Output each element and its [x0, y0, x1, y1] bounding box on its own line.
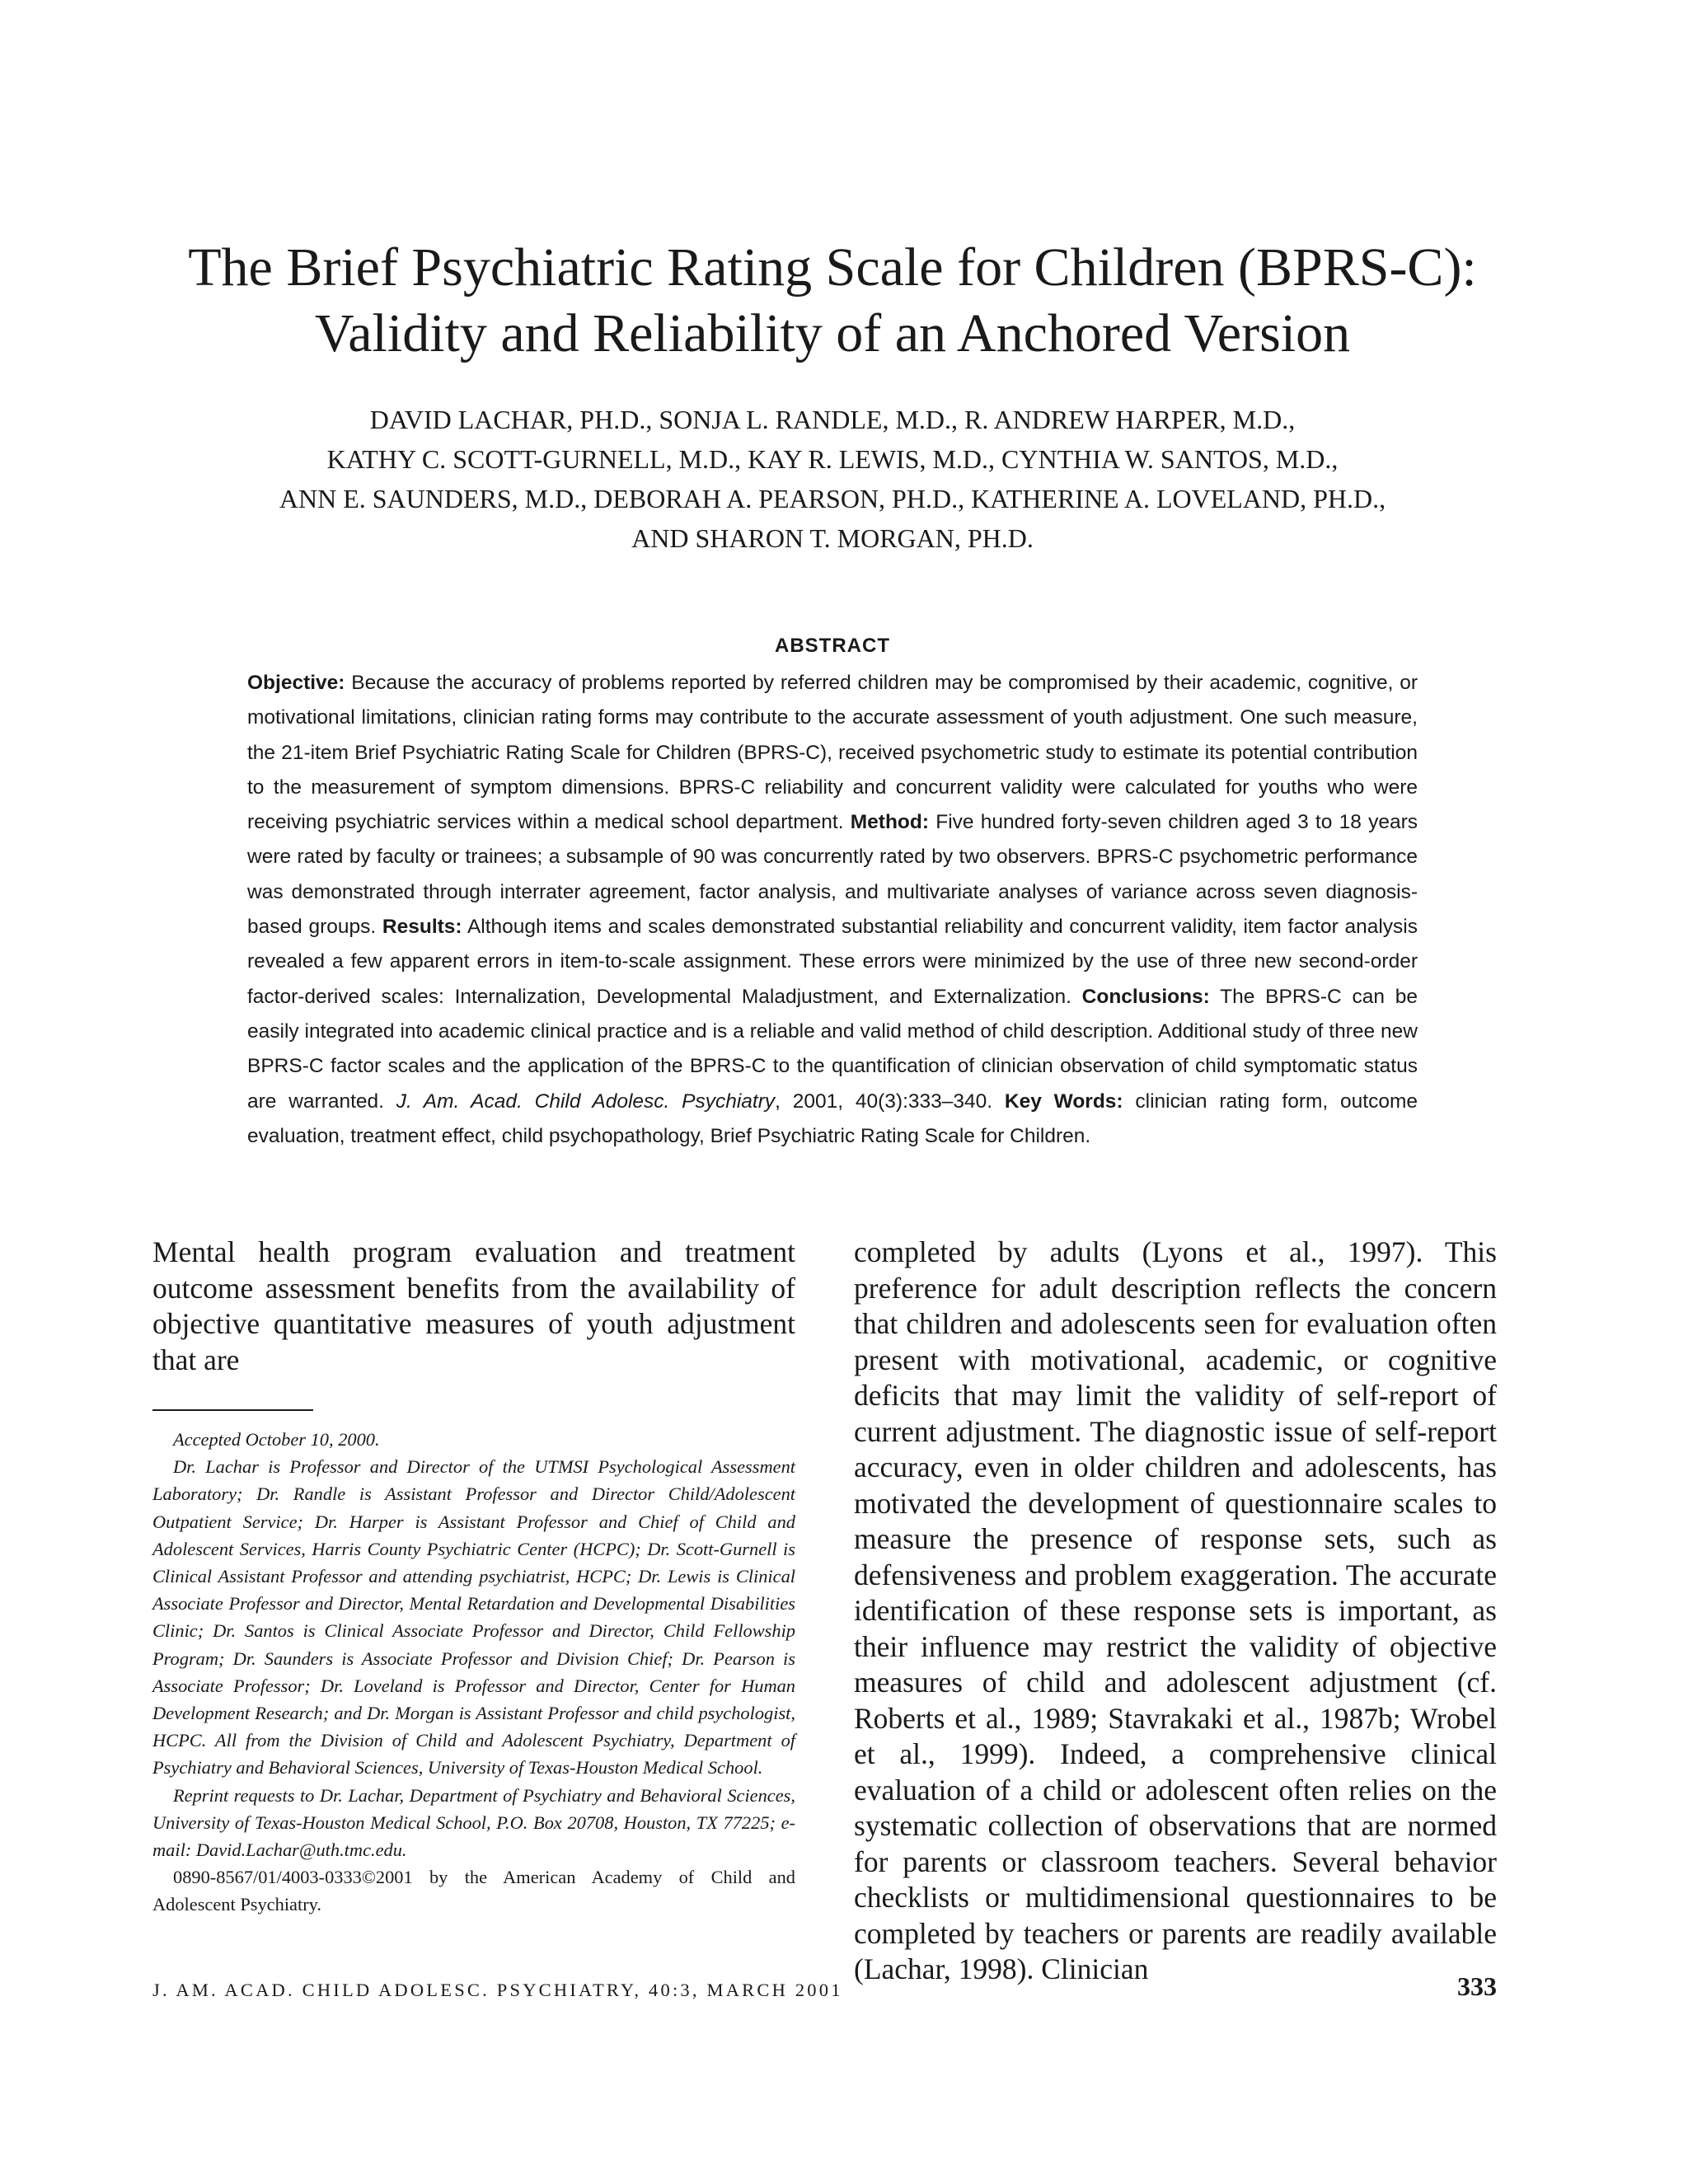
- title-line-1: The Brief Psychiatric Rating Scale for Children (BPRS-C):: [188, 237, 1477, 298]
- footnote-reprints: Reprint requests to Dr. Lachar, Department of Psychiatry and Behavioral Sciences, University of Texas-Houston Medical School, P.O. Box 20708, Houston, TX 77225; e-mail: David.Lachar@uth.tmc.edu.: [152, 1784, 795, 1861]
- citation-journal: J. Am. Acad. Child Adolesc. Psychiatry: [396, 1090, 776, 1113]
- objective-label: Objective:: [247, 672, 345, 694]
- article-title: [165, 235, 1500, 367]
- left-column: [152, 1235, 795, 1919]
- objective-text: Because the accuracy of problems reported by referred children may be compromised by their academic, cognitive, or motivational limitations, clinician rating forms may contribute to the accurate assessment of youth adjustment. One such measure, the 21-item Brief Psychiatric Rating Scale for Children (BPRS-C), received psychometric study to estimate its potential contribution to the measurement of symptom dimensions. BPRS-C reliability and concurrent validity were calculated for youths who were receiving psychiatric services within a medical school department.: [247, 672, 1418, 834]
- abstract-body: [247, 666, 1418, 1154]
- conclusions-label: Conclusions:: [1081, 985, 1210, 1008]
- results-label: Results:: [382, 916, 462, 939]
- title-line-2: Validity and Reliability of an Anchored Version: [314, 303, 1351, 363]
- method-text: Five hundred forty-seven children aged 3 to 18 years were rated by faculty or trainees; a subsample of 90 was concurrently rated by two observers. BPRS-C psychometric performance was demonstrated through interrater agreement, factor analysis, and multivariate analyses of variance across seven diagnosis-based groups.: [247, 811, 1418, 939]
- footer-journal-info: J. AM. ACAD. CHILD ADOLESC. PSYCHIATRY, 40:3, MARCH 2001: [152, 1980, 843, 2000]
- intro-paragraph-left: Mental health program evaluation and treatment outcome assessment benefits from the availability of objective quantitative measures of youth adjustment that are: [152, 1235, 795, 1376]
- page-number: 333: [1457, 1971, 1497, 2001]
- results-text: Although items and scales demonstrated substantial reliability and concurrent validity, item factor analysis revealed a few apparent errors in item-to-scale assignment. These errors were minimized by the use of three new second-order factor-derived scales: Internalization, Developmental Maladjustment, and Externalization.: [247, 916, 1418, 1008]
- keywords-label: Key Words:: [1004, 1090, 1123, 1113]
- intro-paragraph-right: completed by adults (Lyons et al., 1997). This preference for adult description reflects the concern that children and adolescents seen for evaluation often present with motivational, academic, or cognitive deficits that may limit the validity of self-report of current adjustment. The diagnostic issue of self-report accuracy, even in older children and adolescents, has motivated the development of questionnaire scales to measure the presence of response sets, such as defensiveness and problem exaggeration. The accurate identification of these response sets is important, as their influence may restrict the validity of objective measures of child and adolescent adjustment (cf. Roberts et al., 1989; Stavrakaki et al., 1987b; Wrobel et al., 1999). Indeed, a comprehensive clinical evaluation of a child or adolescent often relies on the systematic collection of observations that are normed for parents or classroom teachers. Several behavior checklists or multidimensional questionnaires to be completed by teachers or parents are readily available (Lachar, 1998). Clinician: [854, 1235, 1497, 1985]
- authors-line-1: DAVID LACHAR, PH.D., SONJA L. RANDLE, M.D., R. ANDREW HARPER, M.D.,: [369, 405, 1296, 434]
- citation-details: , 2001, 40(3):333–340.: [775, 1090, 1005, 1113]
- author-list: [165, 400, 1500, 558]
- footnote-accepted: Accepted October 10, 2000.: [173, 1429, 380, 1450]
- authors-line-4: AND SHARON T. MORGAN, PH.D.: [631, 523, 1034, 553]
- footnote-divider: [152, 1409, 313, 1411]
- method-label: Method:: [850, 811, 929, 834]
- authors-line-3: ANN E. SAUNDERS, M.D., DEBORAH A. PEARSON, PH.D., KATHERINE A. LOVELAND, PH.D.,: [279, 484, 1386, 513]
- right-column: [854, 1235, 1497, 1988]
- footnote-copyright: 0890-8567/01/4003-0333©2001 by the American Academy of Child and Adolescent Psychiatry.: [152, 1867, 795, 1915]
- authors-line-2: KATHY C. SCOTT-GURNELL, M.D., KAY R. LEWIS, M.D., CYNTHIA W. SANTOS, M.D.,: [326, 444, 1339, 474]
- keywords-text: clinician rating form, outcome evaluation, treatment effect, child psychopathology, Brief Psychiatric Rating Scale for Children.: [247, 1090, 1418, 1147]
- footnote-affiliations: Dr. Lachar is Professor and Director of the UTMSI Psychological Assessment Laboratory; Dr. Randle is Assistant Professor and Director Child/Adolescent Outpatient Service; Dr. Harper is Assistant Professor and Chief of Child and Adolescent Services, Harris County Psychiatric Center (HCPC); Dr. Scott-Gurnell is Clinical Assistant Professor and attending psychiatrist, HCPC; Dr. Lewis is Clinical Associate Professor and Director, Mental Retardation and Developmental Disabilities Clinic; Dr. Santos is Clinical Associate Professor and Director, Child Fellowship Program; Dr. Saunders is Associate Professor and Division Chief; Dr. Pearson is Associate Professor; Dr. Loveland is Professor and Director, Center for Human Development Research; and Dr. Morgan is Assistant Professor and child psychologist, HCPC. All from the Division of Child and Adolescent Psychiatry, Department of Psychiatry and Behavioral Sciences, University of Texas-Houston Medical School.: [152, 1456, 795, 1779]
- conclusions-text: The BPRS-C can be easily integrated into academic clinical practice and is a reliable and valid method of child description. Additional study of three new BPRS-C factor scales and the application of the BPRS-C to the quantification of clinician observation of child symptomatic status are warranted.: [247, 985, 1418, 1113]
- abstract-heading: ABSTRACT: [775, 635, 890, 657]
